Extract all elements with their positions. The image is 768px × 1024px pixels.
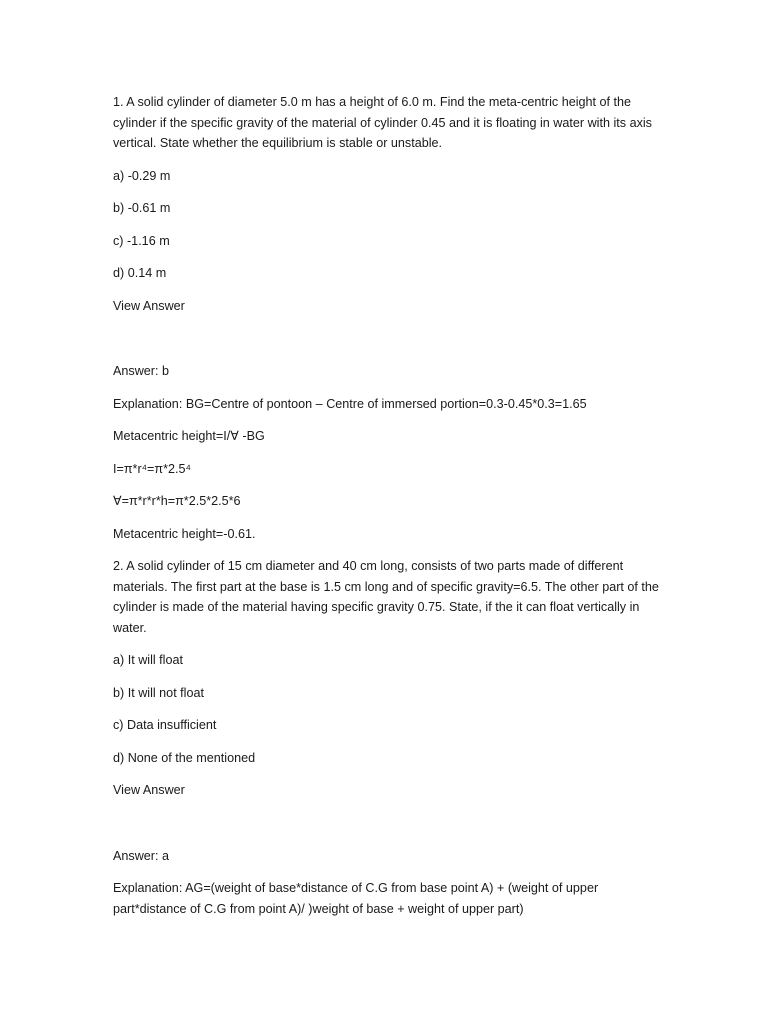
question-2-option-d: d) None of the mentioned bbox=[113, 750, 256, 765]
question-1-text: 1. A solid cylinder of diameter 5.0 m has a height of 6.0 m. Find the meta-centric height of the cylinder if the specific gravity of the material of cylinder 0.45 and it is floating in water with its axis vertical. State whether the equilibrium is stable or unstable. bbox=[113, 95, 652, 150]
question-1-option-c: c) -1.16 m bbox=[113, 233, 170, 248]
question-1-option-d: d) 0.14 m bbox=[113, 266, 167, 280]
question-2-answer: Answer: a bbox=[113, 848, 169, 863]
question-2-view-answer-link[interactable]: View Answer bbox=[113, 783, 185, 797]
question-1-answer: Answer: b bbox=[113, 364, 169, 378]
question-2-option-c: c) Data insufficient bbox=[113, 718, 217, 732]
question-1-explanation-line-1: Explanation: BG=Centre of pontoon – Centre of immersed portion=0.3-0.45*0.3=1.65 bbox=[113, 396, 587, 411]
question-1-explanation-line-5: Metacentric height=-0.61. bbox=[113, 526, 256, 541]
question-1-explanation-line-4: ∀=π*r*r*h=π*2.5*2.5*6 bbox=[113, 494, 241, 508]
question-2-option-a: a) It will float bbox=[113, 653, 183, 667]
question-1-option-b: b) -0.61 m bbox=[113, 201, 171, 215]
question-2-option-b: b) It will not float bbox=[113, 685, 204, 700]
question-2-text: 2. A solid cylinder of 15 cm diameter and 40 cm long, consists of two parts made of different materials. The first part at the base is 1.5 cm long and of specific gravity=6.5. The other part of the cylinder is made of the material having specific gravity 0.75. State, if the it can float vertically in water. bbox=[113, 559, 659, 635]
question-1-view-answer-link[interactable]: View Answer bbox=[113, 298, 185, 313]
document-page bbox=[113, 92, 661, 919]
question-2-explanation-line-1: Explanation: AG=(weight of base*distance of C.G from base point A) + (weight of upper part*distance of C.G from point A)/ )weight of base + weight of upper part) bbox=[113, 881, 599, 916]
question-1-option-a: a) -0.29 m bbox=[113, 168, 171, 183]
question-1-explanation-line-2: Metacentric height=I/∀ -BG bbox=[113, 429, 265, 443]
question-1-explanation-line-3: I=π*r⁴=π*2.5⁴ bbox=[113, 461, 191, 476]
